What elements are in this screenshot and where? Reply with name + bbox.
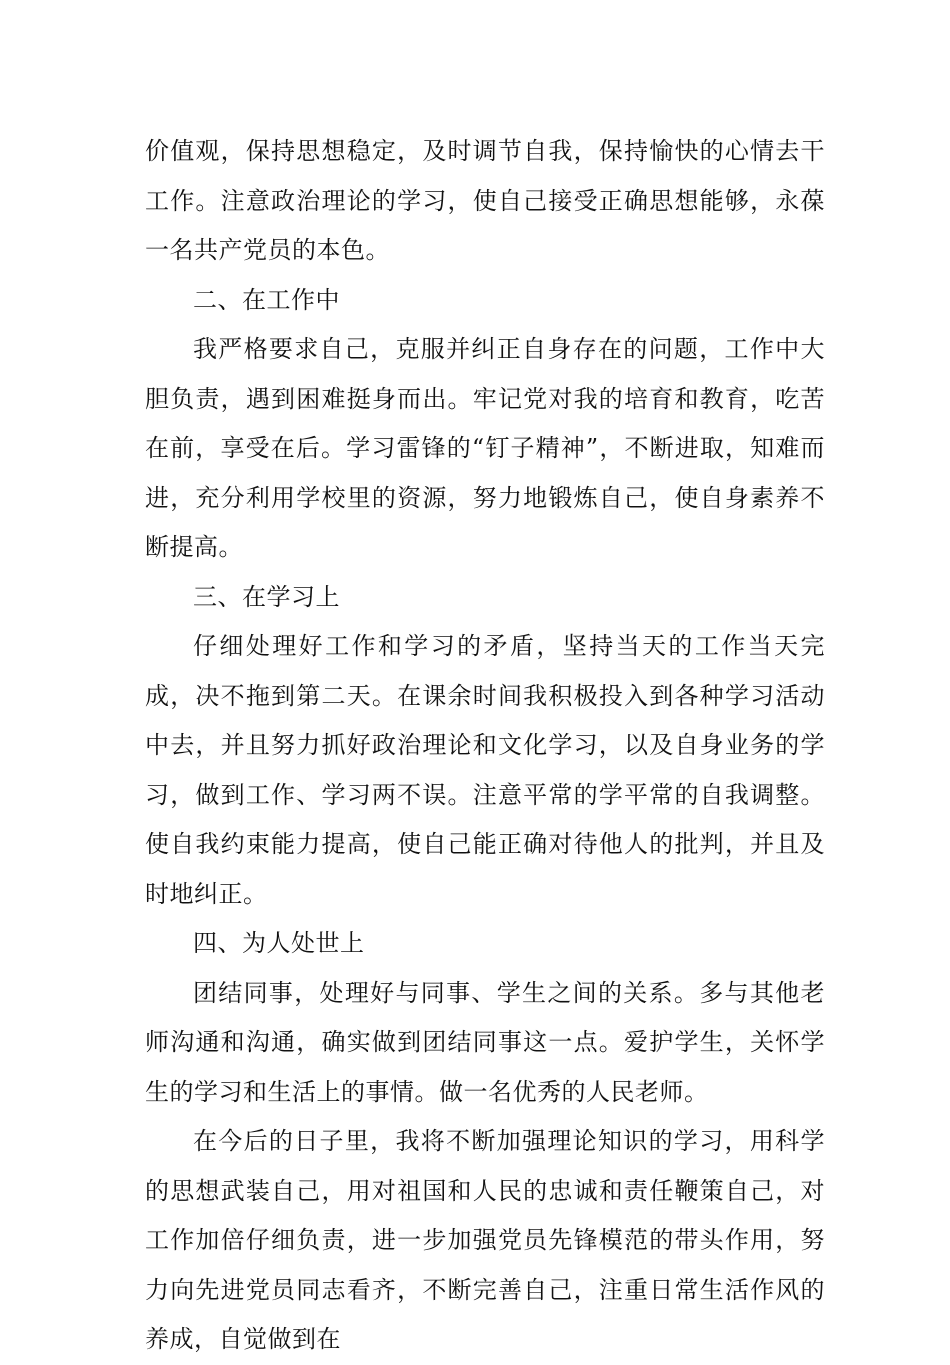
section-heading-conduct: 四、为人处世上 [193,929,365,957]
document-body [145,127,825,1365]
section-heading-work: 二、在工作中 [193,285,340,314]
paragraph-study: 仔细处理好工作和学习的矛盾，坚持当天的工作当天完成，决不拖到第二天。在课余时间我积极投入到各种学习活动中去，并且努力抓好政治理论和文化学习，以及自身业务的学习，做到工作、学习两不误。注意平常的学平常的自我调整。使自我约束能力提高，使自己能正确对待他人的批判，并且及时地纠正。 [145,632,825,908]
paragraph-future: 在今后的日子里，我将不断加强理论知识的学习，用科学的思想武装自己，用对祖国和人民的忠诚和责任鞭策自己，对工作加倍仔细负责，进一步加强党员先锋模范的带头作用，努力向先进党员同志看齐，不断完善自己，注重日常生活作风的养成，自觉做到在 [145,1127,825,1353]
paragraph-conduct: 团结同事，处理好与同事、学生之间的关系。多与其他老师沟通和沟通，确实做到团结同事这一点。爱护学生，关怀学生的学习和生活上的事情。做一名优秀的人民老师。 [145,978,825,1106]
paragraph-continuation: 价值观，保持思想稳定，及时调节自我，保持愉快的心情去干工作。注意政治理论的学习，使自己接受正确思想能够，永葆一名共产党员的本色。 [145,137,825,264]
paragraph-work: 我严格要求自己，克服并纠正自身存在的问题，工作中大胆负责，遇到困难挺身而出。牢记党对我的培育和教育，吃苦在前，享受在后。学习雷锋的“钉子精神”，不断进取，知难而进，充分利用学校里的资源，努力地锻炼自己，使自身素养不断提高。 [145,335,825,561]
section-heading-study: 三、在学习上 [193,582,340,611]
